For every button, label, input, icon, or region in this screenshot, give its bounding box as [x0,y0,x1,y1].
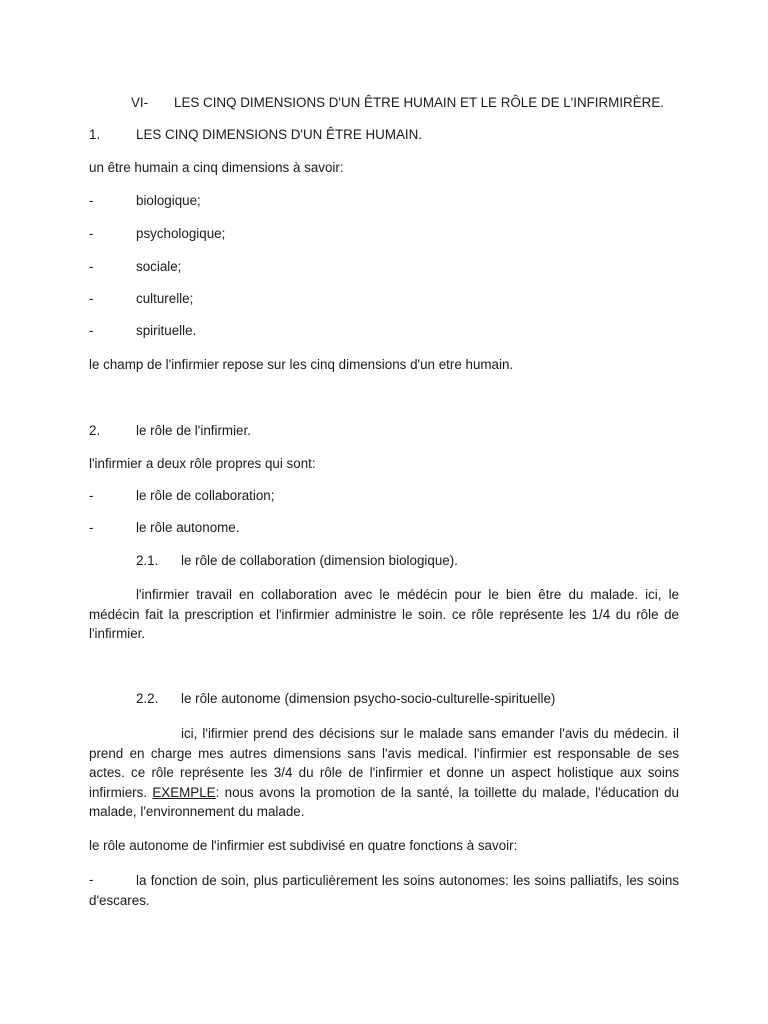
example-label: EXEMPLE [152,784,216,800]
section1-number: 1. [89,127,101,142]
subsection-2-2-body: ici, l'ifirmier prend des décisions sur le malade sans emander l'avis du médecin. il prend en charge mes autres dimensions sans l'avis medical. l'infirmier est responsable de ses actes. ce rôle représente les 3/4 du rôle de l'infirmier et donne un aspect holistique aux soins infirmiers. EXEMPLE: nous avons la promotion de la santé, la toillette du malade, l'éducation du malade, l'environnement du malade. [89,726,679,819]
list-bullet: - [89,872,94,887]
subsection-2-2-number: 2.2. [136,691,159,706]
subsection-2-1-body: l'infirmier travail en collaboration avec le médécin pour le bien être du malade. ici, le médécin fait la prescription et l'infirmier administre le soin. ce rôle représente les 1/4 du rôle de l'infirmier. [89,587,679,641]
section2-intro: l'infirmier a deux rôle propres qui sont: [89,456,316,471]
title-number: VI- [131,95,149,110]
list-item: sociale; [136,259,182,274]
subsection-2-1-heading: le rôle de collaboration (dimension biologique). [181,553,458,568]
section2-number: 2. [89,423,101,438]
list-bullet: - [89,226,94,241]
subsection-2-1-number: 2.1. [136,553,159,568]
list-item: spirituelle. [136,323,197,338]
section1-conclusion: le champ de l'infirmier repose sur les cinq dimensions d'un etre humain. [89,357,514,372]
page-title: LES CINQ DIMENSIONS D'UN ÊTRE HUMAIN ET LE RÔLE DE L'INFIRMIRÈRE. [174,95,664,110]
list-bullet: - [89,488,94,503]
functions-intro: le rôle autonome de l'infirmier est subdivisé en quatre fonctions à savoir: [89,838,518,853]
section1-intro: un être humain a cinq dimensions à savoir: [89,160,344,175]
list-item: biologique; [136,193,201,208]
section2-heading: le rôle de l'infirmier. [136,423,251,438]
subsection-2-2-heading: le rôle autonome (dimension psycho-socio-culturelle-spirituelle) [181,691,556,706]
section1-heading: LES CINQ DIMENSIONS D'UN ÊTRE HUMAIN. [136,127,423,142]
list-item: culturelle; [136,291,194,306]
list-bullet: - [89,259,94,274]
list-item: le rôle autonome. [136,520,240,535]
list-item: le rôle de collaboration; [136,488,275,503]
list-item: psychologique; [136,226,226,241]
function-item: la fonction de soin, plus particulièrement les soins autonomes: les soins palliatifs, les soins d'escares. [89,873,679,908]
list-bullet: - [89,291,94,306]
list-bullet: - [89,520,94,535]
list-bullet: - [89,193,94,208]
list-bullet: - [89,323,94,338]
